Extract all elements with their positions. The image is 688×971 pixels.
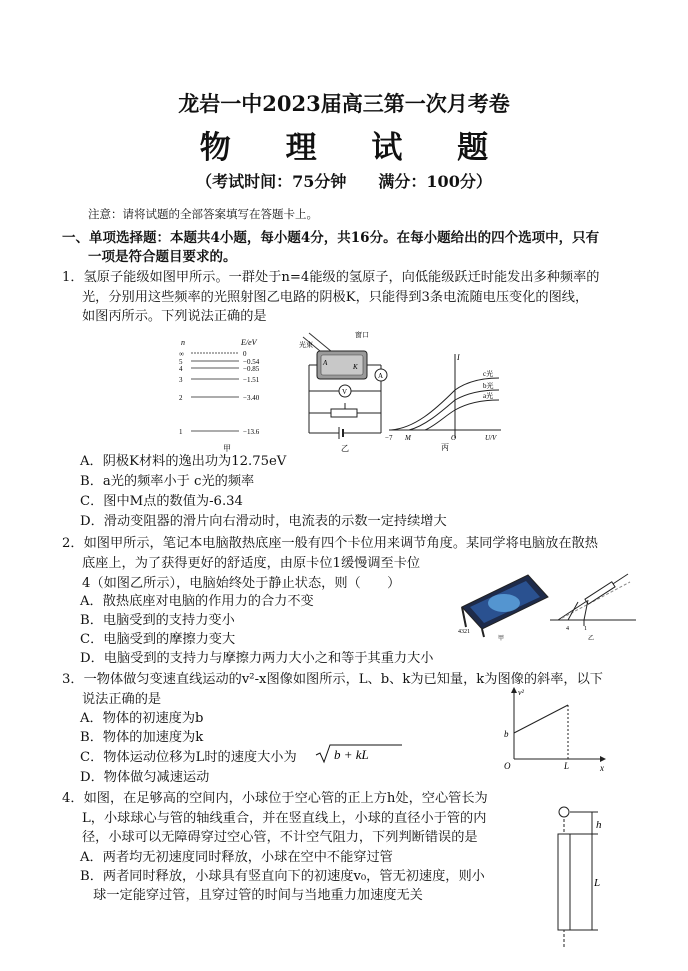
fig-v2-label: v² [518,688,524,697]
fig-slot-4: 4 [566,626,569,632]
fig-caption-jia: 甲 [223,444,231,453]
fig-b-light: b光 [483,382,494,390]
section-heading-line2: 一项是符合题目要求的。 [88,249,237,265]
fig-voltmeter-label: V [342,388,348,396]
fig-n-label: n [181,338,185,347]
q4-option-b-cont: 球一定能穿过管，且穿过管的时间与当地重力加速度无关 [80,888,423,903]
q1-stem-line3: 如图丙所示。下列说法正确的是 [82,309,267,324]
q3-option-c-sqrt [314,742,404,766]
section-heading-line1: 一、单项选择题：本题共4小题，每小题4分，共16分。在每小题给出的四个选项中，只有 [62,230,600,246]
energy-level-n: 1 [179,428,183,436]
fig-i-label: I [457,353,460,362]
q2-option-d: D．电脑受到的支持力与摩擦力两力大小之和等于其重力大小 [80,651,434,666]
exam-time-info: （考试时间：75分钟 满分：100分） [196,172,492,191]
q2-stem-line3: 4（如图乙所示），电脑始终处于静止状态，则（ ） [82,576,401,591]
q4-stem-line2: L，小球球心与管的轴线重合，并在竖直线上，小球的直径小于管的内 [82,811,487,826]
exam-note: 注意：请将试题的全部答案填写在答题卡上。 [88,207,318,221]
q1-iu-graph [385,350,505,453]
fig-u-label: U/V [485,434,497,442]
q2-cooling-pad-photo [452,567,552,642]
fig-m-point: M [405,434,411,442]
energy-level-e: −1.51 [243,376,260,384]
q1-option-c: C．图中M点的数值为-6.34 [80,494,243,509]
fig-origin: O [504,761,511,771]
q3-option-b: B．物体的加速度为k [80,730,204,745]
fig-window-label: 窗口 [355,331,369,339]
fig-b-label: b [504,729,509,739]
q4-stem-line1: 4．如图，在足够高的空间内，小球位于空心管的正上方h处，空心管长为 [62,791,488,806]
fig-beam-label: 光束 [299,341,313,349]
fig-slot-nums: 4321 [458,629,470,635]
fig-cathode-label: K [353,363,358,371]
energy-level-e: −3.40 [243,394,260,402]
q4-option-a: A．两者均无初速度同时释放，小球在空中不能穿过管 [80,850,393,865]
energy-level-n: 5 [179,358,183,366]
q3-stem-line2: 说法正确的是 [82,692,162,707]
q3-stem-line1: 3．一物体做匀变速直线运动的v²-x图像如图所示，L、b、k为已知量，k为图像的斜率，以下 [62,672,603,687]
q2-angle-diagram [548,560,638,642]
fig-slot-1: 1 [584,626,587,632]
fig-caption-yi: 乙 [341,444,349,453]
fig-anode-label: A [323,359,328,367]
q1-option-a: A．阴极K材料的逸出功为12.75eV [80,454,287,469]
exam-school-title: 龙岩一中2023届高三第一次月考卷 [178,91,510,116]
fig-l-label: L [564,761,570,771]
q1-stem-line2: 光，分别用这些频率的光照射图乙电路的阴极K，只能得到3条电流随电压变化的图线， [82,290,589,305]
fig-minus7: −7 [385,434,393,442]
energy-level-n: 4 [179,365,183,373]
fig-caption-yi: 乙 [588,636,595,642]
q3-option-c: C．物体运动位移为L时的速度大小为 [80,750,297,765]
fig-caption-bing: 丙 [441,443,449,452]
q1-option-d: D．滑动变阻器的滑片向右滑动时，电流表的示数一定持续增大 [80,514,447,529]
q3-option-d: D．物体做匀减速运动 [80,770,210,785]
fig-ammeter-label: A [378,372,384,380]
fig-h-label: h [596,819,602,831]
q2-option-b: B．电脑受到的支持力变小 [80,613,235,628]
q1-stem-line1: 1．氢原子能级如图甲所示。一群处于n=4能级的氢原子，向低能级跃迁时能发出多种频率的 [62,270,600,285]
q3-v2-x-graph [500,685,610,775]
q4-ball-tube-diagram [548,800,618,950]
q2-stem-line1: 2．如图甲所示，笔记本电脑散热底座一般有四个卡位用来调节角度。某同学将电脑放在散热 [62,536,598,551]
energy-level-e: −13.6 [243,428,260,436]
fig-origin: O [451,434,457,442]
energy-level-e: 0 [243,350,247,358]
q4-stem-line3: 径，小球可以无障碍穿过空心管，不计空气阻力，下列判断错误的是 [82,830,478,845]
exam-subject-title: 物 理 试 题 [199,130,511,166]
energy-level-e: −0.54 [243,358,260,366]
fig-a-light: a光 [483,392,494,400]
energy-level-n: ∞ [179,350,184,358]
fig-x-label: x [600,763,604,773]
q4-option-b: B．两者同时释放，小球具有竖直向下的初速度v₀，管无初速度，则小 [80,869,485,884]
energy-level-n: 2 [179,394,183,402]
fig-e-label: E/eV [241,338,257,347]
q1-energy-level-diagram [175,335,285,453]
q1-circuit-diagram [295,325,395,453]
q3-option-a: A．物体的初速度为b [80,711,204,726]
q3-sqrt-expression: b + kL [334,747,369,762]
energy-level-e: −0.85 [243,365,260,373]
q1-option-b: B．a光的频率小于 c光的频率 [80,474,255,489]
fig-l-label: L [594,877,601,889]
fig-caption-jia: 甲 [498,636,505,642]
q2-stem-line2: 底座上，为了获得更好的舒适度，由原卡位1缓慢调至卡位 [82,556,421,571]
energy-level-n: 3 [179,376,183,384]
fig-c-light: c光 [483,370,494,378]
q2-option-c: C．电脑受到的摩擦力变大 [80,632,236,647]
q2-option-a: A．散热底座对电脑的作用力的合力不变 [80,594,314,609]
